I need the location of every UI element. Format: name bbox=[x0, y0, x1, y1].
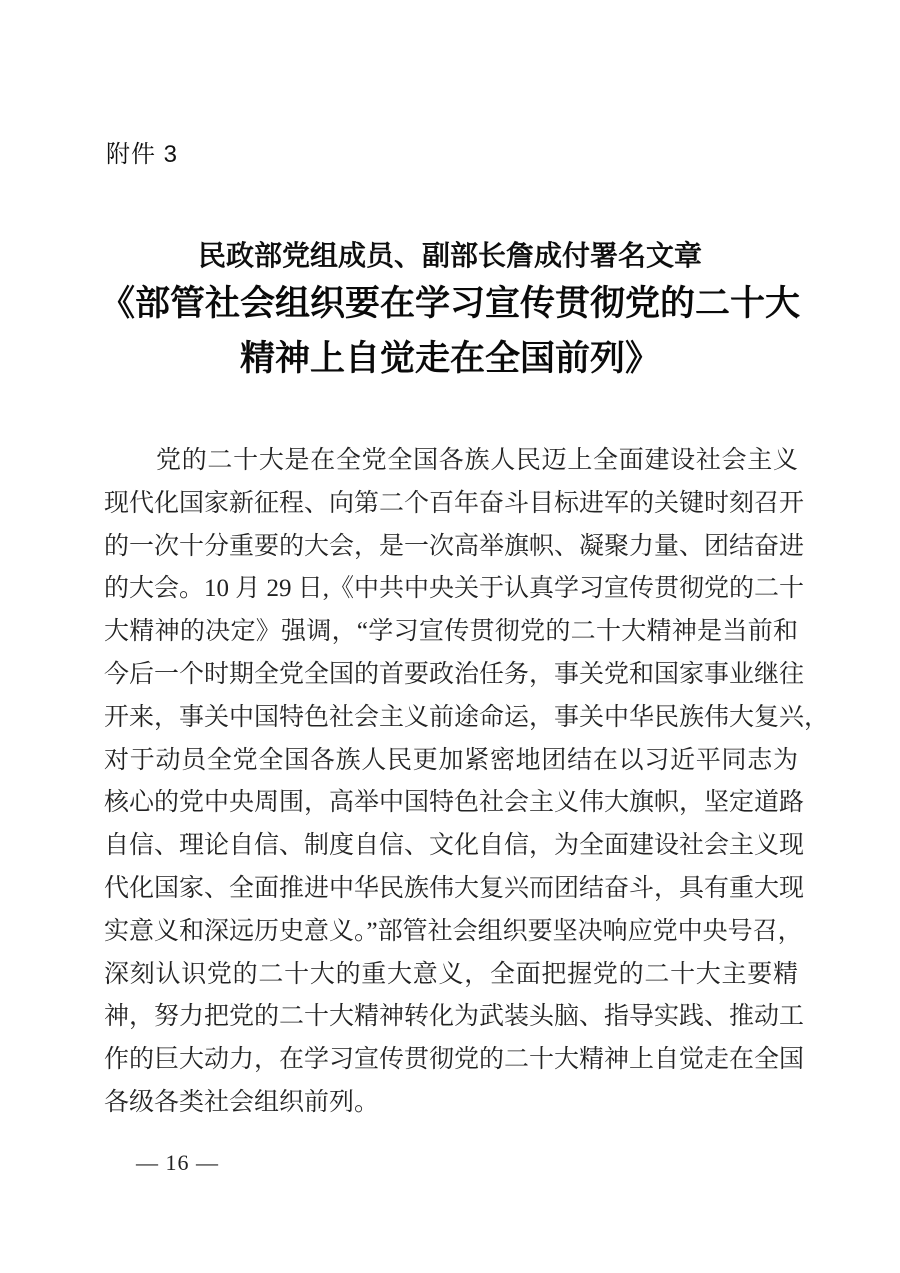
body-line: 开来，事关中国特色社会主义前途命运，事关中华民族伟大复兴， bbox=[104, 703, 830, 731]
body-line: 作的巨大动力，在学习宣传贯彻党的二十大精神上自觉走在全国 bbox=[104, 1046, 805, 1074]
body-line: 今后一个时期全党全国的首要政治任务，事关党和国家事业继往 bbox=[104, 660, 805, 688]
article-title-line2: 精神上自觉走在全国前列》 bbox=[239, 339, 660, 378]
body-line: 党的二十大是在全党全国各族人民迈上全面建设社会主义 bbox=[156, 447, 798, 474]
body-line: 各级各类社会组织前列。 bbox=[104, 1088, 380, 1116]
article-title-line1: 《部管社会组织要在学习宣传贯彻党的二十大 bbox=[99, 284, 800, 323]
attachment-label: 附件 3 bbox=[106, 141, 179, 168]
body-line: 神，努力把党的二十大精神转化为武装头脑、指导实践、推动工 bbox=[104, 1003, 805, 1031]
body-line: 自信、理论自信、制度自信、文化自信，为全面建设社会主义现 bbox=[104, 832, 805, 860]
body-line: 现代化国家新征程、向第二个百年奋斗目标进军的关键时刻召开 bbox=[104, 489, 805, 517]
body-line: 的大会。10 月 29 日,《中共中央关于认真学习宣传贯彻党的二十 bbox=[104, 575, 805, 603]
article-title bbox=[0, 276, 900, 386]
body-line: 深刻认识党的二十大的重大意义，全面把握党的二十大主要精 bbox=[104, 960, 798, 988]
body-line: 大精神的决定》强调，“学习宣传贯彻党的二十大精神是当前和 bbox=[104, 618, 798, 646]
page-number: — 16 — bbox=[136, 1150, 219, 1175]
body-line: 核心的党中央周围，高举中国特色社会主义伟大旗帜，坚定道路 bbox=[104, 789, 805, 817]
article-heading: 民政部党组成员、副部长詹成付署名文章 bbox=[197, 240, 702, 271]
body-line: 代化国家、全面推进中华民族伟大复兴而团结奋斗，具有重大现 bbox=[104, 874, 805, 902]
body-line: 的一次十分重要的大会，是一次高举旗帜、凝聚力量、团结奋进 bbox=[104, 532, 805, 560]
body-line: 对于动员全党全国各族人民更加紧密地团结在以习近平同志为 bbox=[104, 746, 798, 774]
article-body bbox=[104, 440, 830, 1125]
body-line: 实意义和深远历史意义。”部管社会组织要坚决响应党中央号召， bbox=[104, 917, 803, 945]
